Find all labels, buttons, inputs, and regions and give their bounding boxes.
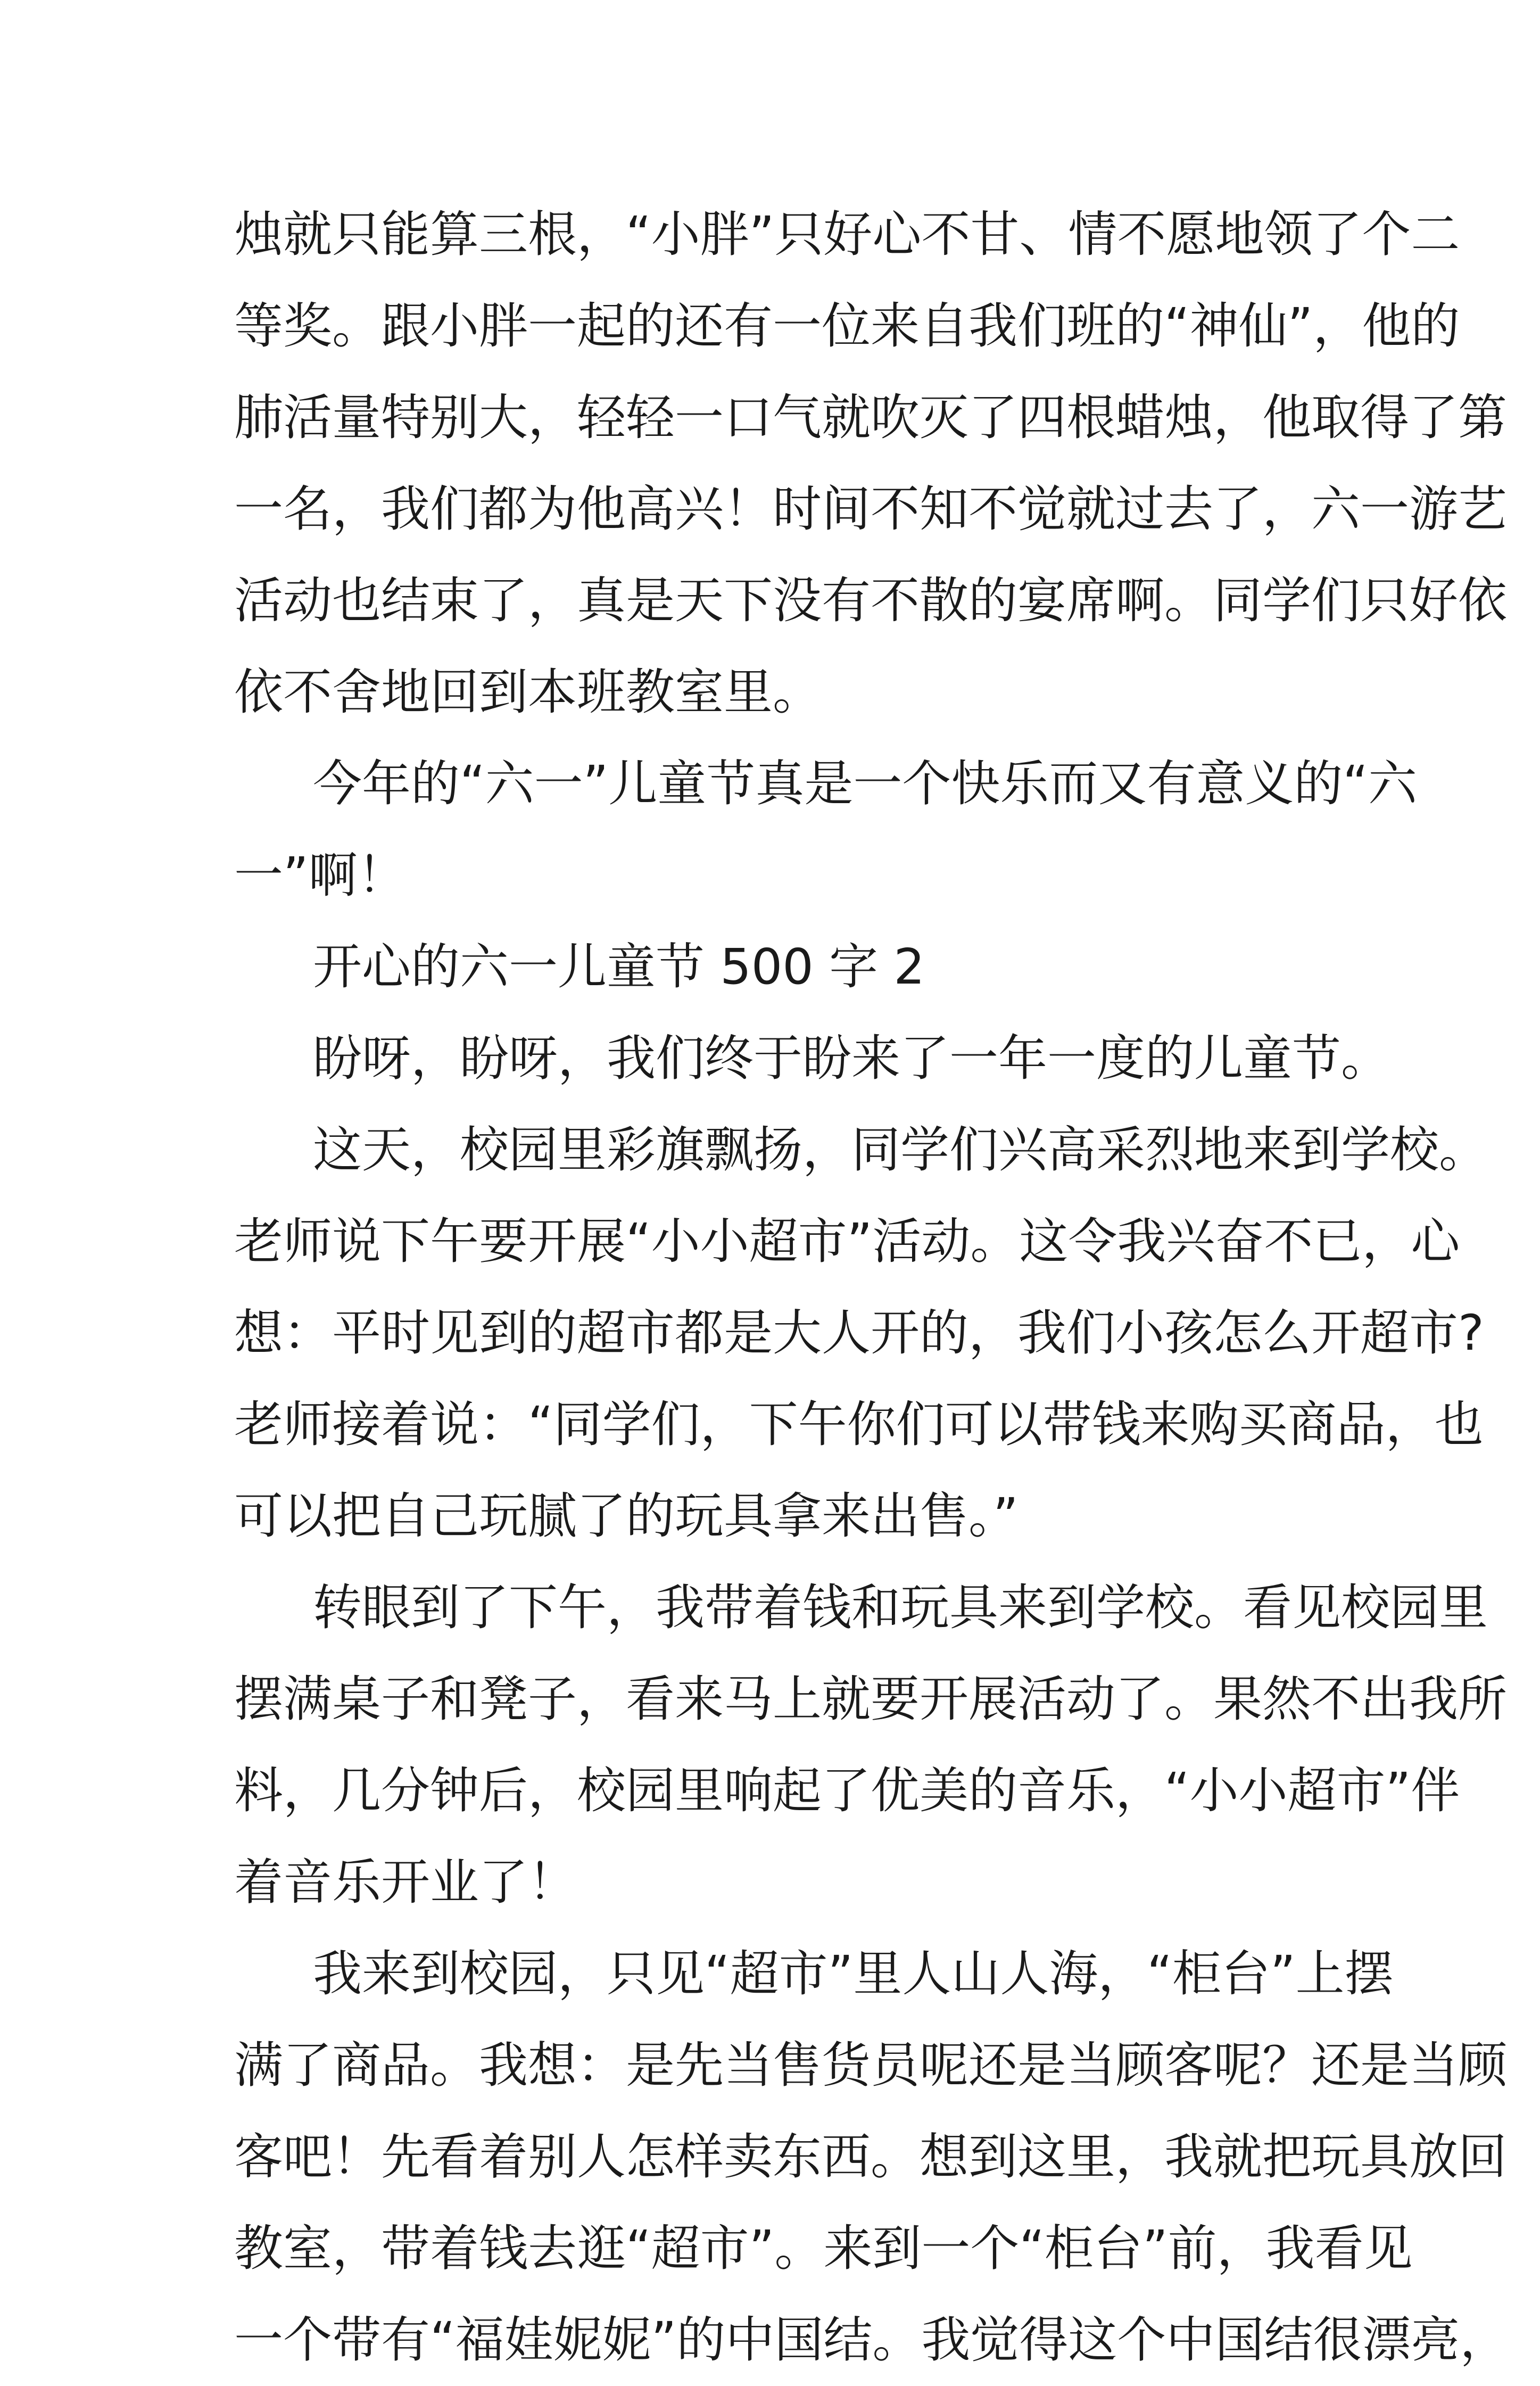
section-heading: 开心的六一儿童节 500 字 2 [313, 938, 925, 995]
text-line: 料，几分钟后，校园里响起了优美的音乐，“小小超市”伴 [234, 1762, 1460, 1819]
text-line: 转眼到了下午，我带着钱和玩具来到学校。看见校园里 [313, 1579, 1488, 1636]
text-line: 摆满桌子和凳子，看来马上就要开展活动了。果然不出我所 [234, 1671, 1508, 1728]
text-line: 客吧！先看着别人怎样卖东西。想到这里，我就把玩具放回 [234, 2128, 1508, 2185]
text-line: 依不舍地回到本班教室里。 [234, 664, 822, 721]
text-line: 教室，带着钱去逛“超市”。来到一个“柜台”前，我看见 [234, 2220, 1413, 2277]
text-line: 盼呀，盼呀，我们终于盼来了一年一度的儿童节。 [313, 1030, 1390, 1087]
text-line: 等奖。跟小胖一起的还有一位来自我们班的“神仙”，他的 [234, 298, 1460, 354]
text-line: 老师说下午要开展“小小超市”活动。这令我兴奋不已，心 [234, 1213, 1460, 1270]
text-line: 着音乐开业了！ [234, 1854, 577, 1911]
text-line: 活动也结束了，真是天下没有不散的宴席啊。同学们只好依 [234, 572, 1508, 629]
text-line: 肺活量特别大，轻轻一口气就吹灭了四根蜡烛，他取得了第 [234, 389, 1508, 446]
text-line: 满了商品。我想：是先当售货员呢还是当顾客呢？还是当顾 [234, 2037, 1508, 2094]
text-line: 想：平时见到的超市都是大人开的，我们小孩怎么开超市? [234, 1305, 1484, 1361]
text-line: 一名，我们都为他高兴！时间不知不觉就过去了，六一游艺 [234, 481, 1508, 538]
text-line: 一”啊！ [234, 847, 407, 904]
text-line: 可以把自己玩腻了的玩具拿来出售。” [234, 1488, 1019, 1545]
text-line: 一个带有“福娃妮妮”的中国结。我觉得这个中国结很漂亮， [234, 2311, 1509, 2368]
text-line: 烛就只能算三根，“小胖”只好心不甘、情不愿地领了个二 [234, 206, 1460, 263]
text-line: 老师接着说：“同学们，下午你们可以带钱来购买商品，也 [234, 1396, 1484, 1453]
text-line: 这天，校园里彩旗飘扬，同学们兴高采烈地来到学校。 [313, 1121, 1488, 1178]
body-text [234, 189, 1509, 2386]
text-line: 今年的“六一”儿童节真是一个快乐而又有意义的“六 [313, 755, 1417, 812]
text-line: 我来到校园，只见“超市”里人山人海，“柜台”上摆 [313, 1945, 1394, 2002]
